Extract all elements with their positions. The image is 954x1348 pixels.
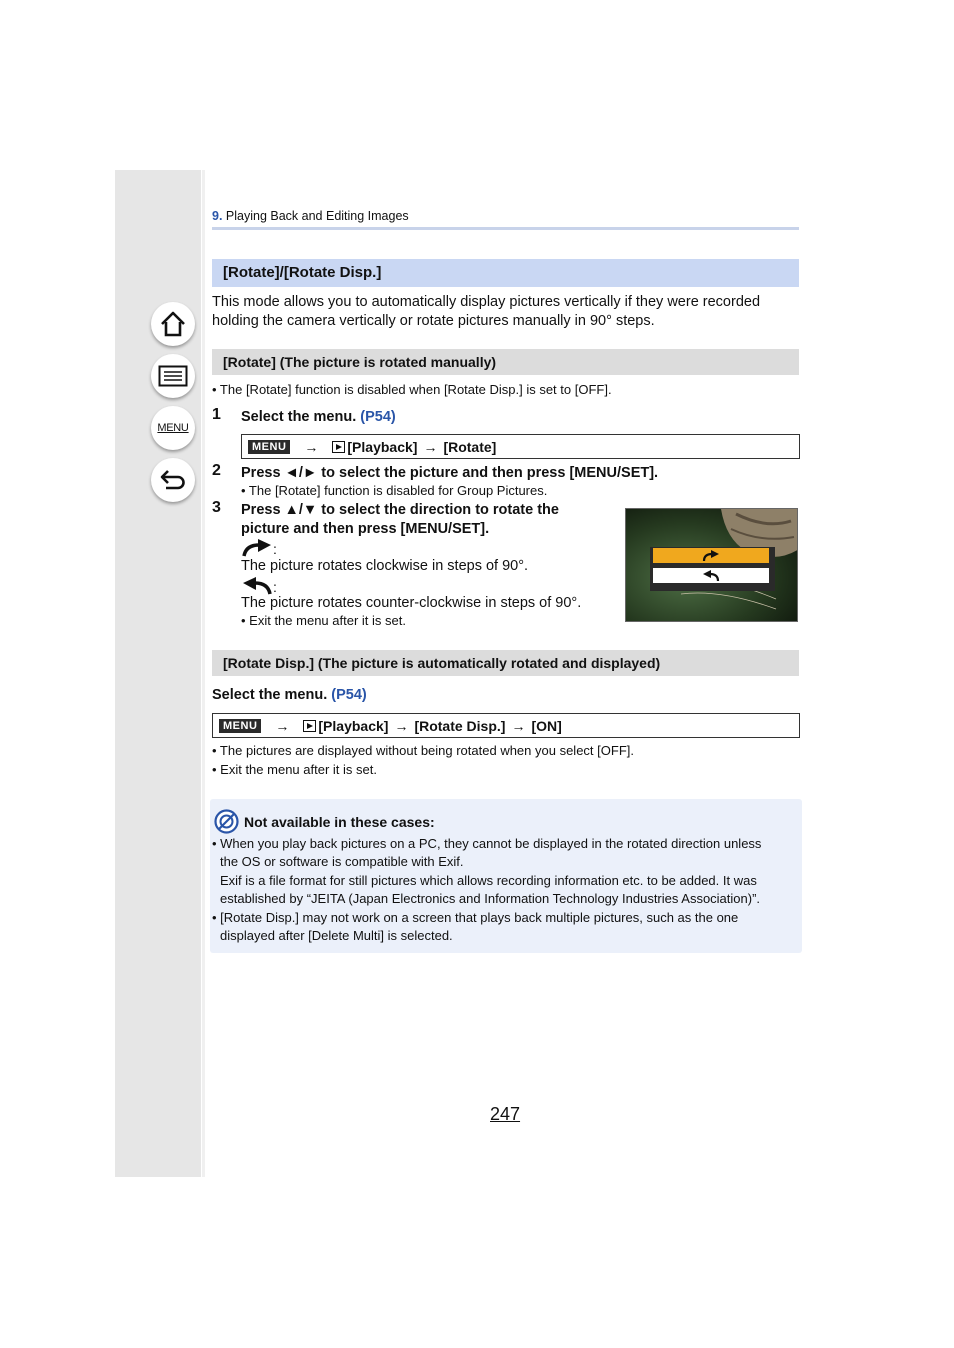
menu-playback: [Playback] (318, 717, 389, 734)
step-1-text (241, 408, 396, 427)
back-arrow-icon (159, 467, 187, 493)
sidebar-divider (202, 170, 205, 1177)
section-intro-line2: holding the camera vertically or rotate pictures manually in 90° steps. (212, 313, 655, 329)
prohibited-icon (214, 809, 239, 834)
step-3-line1: Press ▲/▼ to select the direction to rotate the (241, 502, 559, 518)
rotate-disp-note-2: • Exit the menu after it is set. (212, 762, 377, 777)
playback-icon (332, 441, 345, 453)
rotate-note: • The [Rotate] function is disabled when [Rotate Disp.] is set to [OFF]. (212, 382, 612, 397)
step-1-number: 1 (212, 406, 221, 423)
counterclockwise-row (241, 577, 277, 595)
rotate-disp-note-1: • The pictures are displayed without being rotated when you select [OFF]. (212, 743, 634, 758)
step-2-note: • The [Rotate] function is disabled for Group Pictures. (241, 483, 548, 498)
na-bullet-1-line1: • When you play back pictures on a PC, they cannot be displayed in the rotated direction unless (212, 836, 762, 851)
menu-arrow: → (304, 438, 319, 455)
rotate-disp-heading: [Rotate Disp.] (The picture is automatically rotated and displayed) (212, 650, 799, 676)
menu-arrow: → (511, 717, 526, 734)
menu-tag: MENU (219, 719, 261, 733)
rotate-disp-menu-path (212, 713, 800, 738)
rotate-menu-path (241, 434, 800, 459)
menu-playback: [Playback] (347, 438, 418, 455)
menu-arrow: → (394, 717, 409, 734)
menu-item-rotate-disp: [Rotate Disp.] (414, 717, 506, 734)
home-button[interactable] (151, 302, 195, 346)
colon: : (273, 541, 277, 557)
counterclockwise-option[interactable] (653, 568, 769, 583)
rotate-clockwise-icon (241, 539, 273, 557)
camera-screen-image (625, 508, 798, 622)
step-2-number: 2 (212, 462, 221, 479)
chapter-header (212, 209, 799, 230)
menu-list-button[interactable] (151, 406, 195, 450)
chapter-title: Playing Back and Editing Images (225, 209, 409, 223)
na-bullet-2-line1: • [Rotate Disp.] may not work on a screen that plays back multiple pictures, such as the one (212, 910, 739, 925)
step-1-label: Select the menu. (241, 409, 357, 425)
rotate-disp-select-text (212, 686, 367, 705)
na-bullet-1-line2: the OS or software is compatible with Exif. (220, 854, 464, 869)
menu-tag: MENU (248, 440, 290, 454)
menu-item-rotate: [Rotate] (443, 438, 497, 455)
menu-value-on: [ON] (531, 717, 562, 734)
step-3-line2: picture and then press [MENU/SET]. (241, 521, 490, 537)
section-intro-line1: This mode allows you to automatically display pictures vertically if they were recorded (212, 294, 761, 310)
rotate-counterclockwise-icon (701, 570, 721, 582)
clockwise-option-selected[interactable] (653, 548, 769, 563)
rotate-heading: [Rotate] (The picture is rotated manually) (212, 349, 799, 375)
rotate-disp-link[interactable]: (P54) (331, 687, 367, 703)
clockwise-description: The picture rotates clockwise in steps of 90°. (241, 558, 529, 574)
home-icon (159, 310, 187, 338)
step-3-number: 3 (212, 499, 221, 516)
na-bullet-2-line2: displayed after [Delete Multi] is selected. (220, 928, 453, 943)
clockwise-row (241, 539, 277, 557)
na-bullet-1-line3: Exif is a file format for still pictures which allows recording information etc. to be added. It was (220, 873, 757, 888)
rotate-counterclockwise-icon (241, 577, 273, 595)
colon: : (273, 579, 277, 595)
menu-icon-label: MENU (157, 422, 189, 434)
contents-button[interactable] (151, 354, 195, 398)
playback-icon (303, 720, 316, 732)
menu-arrow: → (423, 438, 438, 455)
back-button[interactable] (151, 458, 195, 502)
section-title: [Rotate]/[Rotate Disp.] (212, 259, 799, 287)
not-available-title: Not available in these cases: (244, 814, 435, 830)
step-2-text: Press ◄/► to select the picture and then press [MENU/SET]. (241, 465, 659, 481)
counterclockwise-description: The picture rotates counter-clockwise in steps of 90°. (241, 595, 582, 611)
page-number: 247 (490, 1104, 521, 1124)
rotate-disp-select-label: Select the menu. (212, 687, 328, 703)
step-3-note: • Exit the menu after it is set. (241, 613, 406, 628)
na-bullet-1-line4: established by “JEITA (Japan Electronics and Information Technology Industries Association)”. (220, 891, 761, 906)
list-icon (158, 365, 188, 387)
rotate-clockwise-icon (701, 550, 721, 562)
step-1-link[interactable]: (P54) (360, 409, 396, 425)
chapter-number: 9. (212, 209, 223, 223)
menu-arrow: → (275, 717, 290, 734)
